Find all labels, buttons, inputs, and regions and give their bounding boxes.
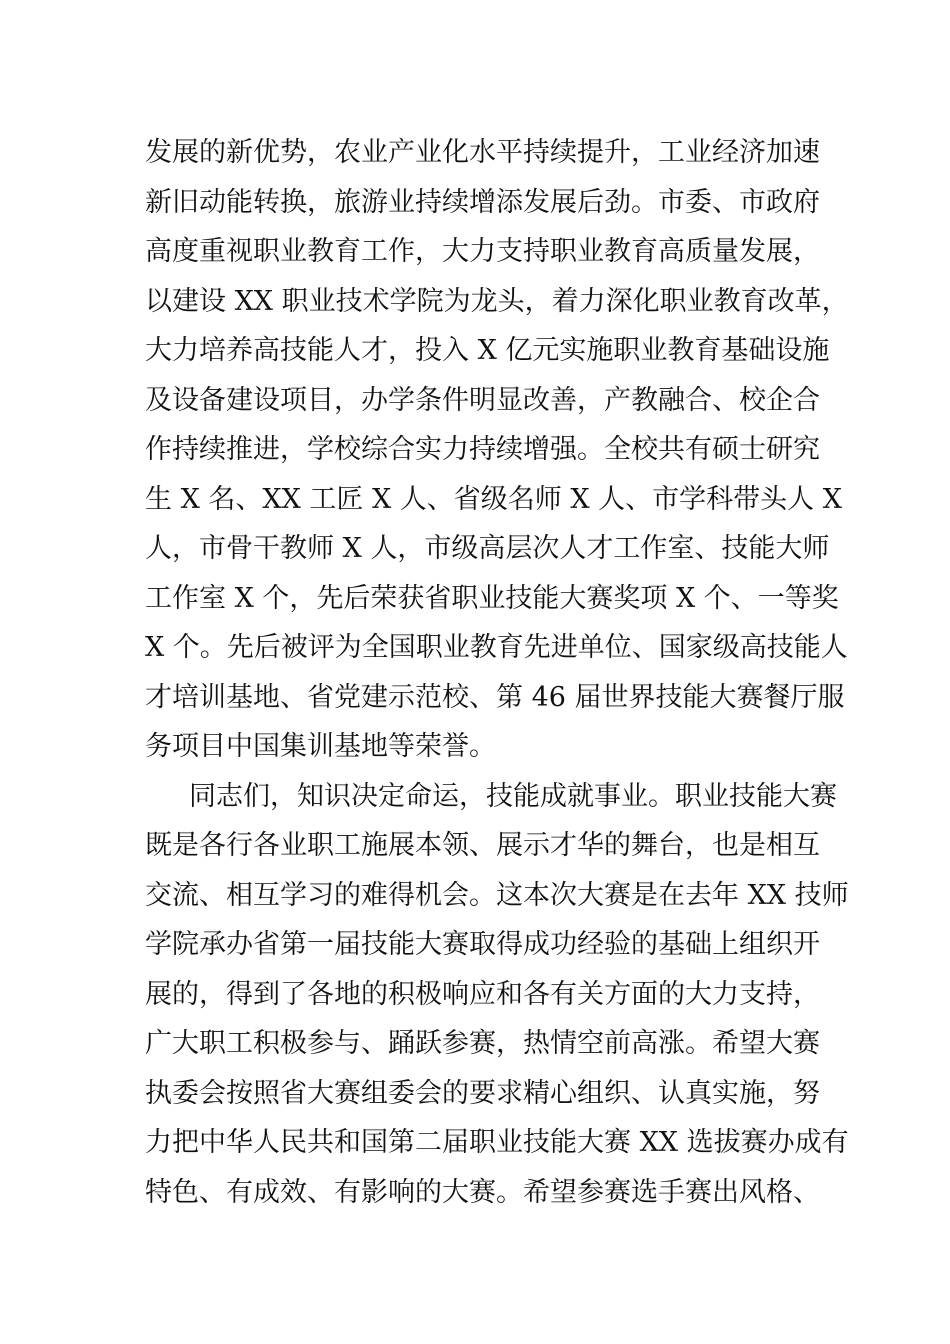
text-line: 广大职工积极参与、踊跃参赛，热情空前高涨。希望大赛	[145, 1028, 820, 1059]
text-line: 人，市骨干教师 X 人，市级高层次人才工作室、技能大师	[145, 533, 830, 564]
text-line: 大力培养高技能人才，投入 X 亿元实施职业教育基础设施	[145, 335, 830, 366]
text-line: 执委会按照省大赛组委会的要求精心组织、认真实施，努	[145, 1077, 820, 1109]
text-line-indented: 同志们，知识决定命运，技能成就事业。职业技能大赛	[189, 780, 837, 812]
text-line: 务项目中国集训基地等荣誉。	[145, 731, 496, 762]
text-line: 特色、有成效、有影响的大赛。希望参赛选手赛出风格、	[145, 1176, 820, 1208]
text-line: X 个。先后被评为全国职业教育先进单位、国家级高技能人	[145, 632, 848, 663]
paragraph-1	[145, 128, 849, 772]
text-line: 展的，得到了各地的积极响应和各有关方面的大力支持，	[145, 978, 820, 1010]
text-line: 新旧动能转换，旅游业持续增添发展后劲。市委、市政府	[145, 186, 820, 218]
body-text	[145, 128, 849, 1217]
text-line: 工作室 X 个，先后荣获省职业技能大赛奖项 X 个、一等奖	[145, 582, 839, 614]
text-line: 作持续推进，学校综合实力持续增强。全校共有硕士研究	[145, 434, 820, 465]
text-line: 既是各行各业职工施展本领、展示才华的舞台，也是相互	[145, 830, 820, 861]
paragraph-2	[145, 772, 849, 1218]
text-line: 高度重视职业教育工作，大力支持职业教育高质量发展，	[145, 236, 820, 267]
text-line: 才培训基地、省党建示范校、第 46 届世界技能大赛餐厅服	[145, 681, 845, 713]
text-line: 学院承办省第一届技能大赛取得成功经验的基础上组织开	[145, 929, 820, 960]
text-line: 发展的新优势，农业产业化水平持续提升，工业经济加速	[145, 137, 820, 168]
text-line: 以建设 XX 职业技术学院为龙头，着力深化职业教育改革，	[145, 285, 849, 317]
text-line: 交流、相互学习的难得机会。这本次大赛是在去年 XX 技师	[145, 879, 849, 911]
text-line: 力把中华人民共和国第二届职业技能大赛 XX 选拔赛办成有	[145, 1127, 849, 1158]
text-line: 及设备建设项目，办学条件明显改善，产教融合、校企合	[145, 384, 820, 416]
text-line: 生 X 名、XX 工匠 X 人、省级名师 X 人、市学科带头人 X	[145, 483, 842, 515]
